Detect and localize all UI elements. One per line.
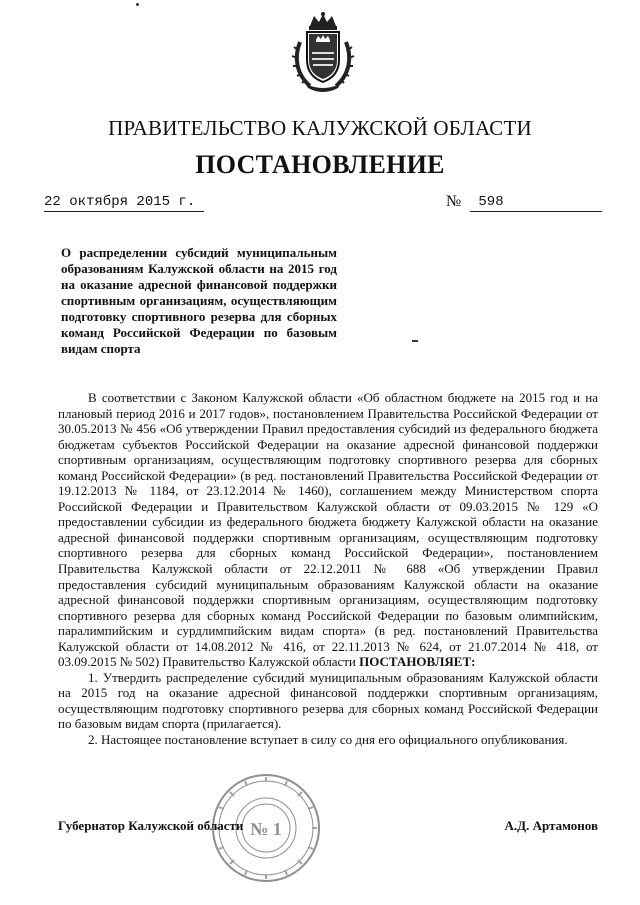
document-number-label: № <box>446 193 462 210</box>
document-number-value: 598 <box>478 194 504 210</box>
document-number <box>470 194 602 212</box>
document-body <box>58 390 598 748</box>
government-title: ПРАВИТЕЛЬСТВО КАЛУЖСКОЙ ОБЛАСТИ <box>108 116 532 140</box>
document-type: ПОСТАНОВЛЕНИЕ <box>195 150 445 179</box>
item-2-paragraph: 2. Настоящее постановление вступает в силу со дня его официального опубликования. <box>88 732 568 748</box>
scan-speck <box>136 3 139 6</box>
signature-block <box>58 818 598 838</box>
seal-number: № 1 <box>250 819 282 839</box>
signatory-name: А.Д. Артамонов <box>504 818 598 833</box>
preamble-paragraph <box>58 390 598 670</box>
scan-speck <box>412 340 418 342</box>
document-date: 22 октября 2015 г. <box>44 194 204 212</box>
signatory-role: Губернатор Калужской области <box>58 818 244 833</box>
coat-of-arms-icon <box>290 12 356 92</box>
preamble-text: В соответствии с Законом Калужской области «Об областном бюджете на 2015 год и на плановый период 2016 и 2017 годов», постановлением Правительства Российской Федерации от 30.05.2013 № 456 «Об утверждении Правил предоставления субсидий из федерального бюджета бюджетам субъектов Российской Федерации на оказание адресной финансовой поддержки спортивным организациям, осуществляющим подготовку спортивного резерва для сборных команд Российской Федерации» (в ред. постановлений Правительства Российской Федерации от 19.12.2013 № 1184, от 23.12.2014 № 1460), соглашением между Министерством спорта Российской Федерации и Правительством Калужской области от 09.03.2015 № 129 «О предоставлении субсидии из федерального бюджета бюджету Калужской области на оказание адресной финансовой поддержки спортивным организациям, осуществляющим подготовку спортивного резерва для сборных команд Российской Федерации», постановлением Правительства Калужской области от 22.12.2011 № 688 «Об утверждении Правил предоставления субсидий муниципальным образованиям Калужской области на оказание адресной финансовой поддержки спортивным организациям, осуществляющим подготовку спортивного резерва для сборных команд Российской Федерации по базовым олимпийским, паралимпийским и сурдлимпийским видам спорта» (в ред. постановлений Правительства Калужской области от 14.08.2012 № 416, от 22.11.2013 № 624, от 21.07.2014 № 418, от 03.09.2015 № 502) Правительство Калужской области <box>58 390 598 670</box>
document-subject: О распределении субсидий муниципальным образованиям Калужской области на 2015 год на оказание адресной финансовой поддержки спортивным организациям, осуществляющим подготовку спортивного резерва для сборных команд Российской Федерации по базовым видам спорта <box>61 245 337 356</box>
decree-word: ПОСТАНОВЛЯЕТ: <box>359 654 476 670</box>
item-1-paragraph: 1. Утвердить распределение субсидий муниципальным образованиям Калужской области на 2015 год на оказание адресной финансовой поддержки спортивным организациям, осуществляющим подготовку спортивного резерва для сборных команд Российской Федерации по базовым видам спорта (прилагается). <box>58 669 598 732</box>
